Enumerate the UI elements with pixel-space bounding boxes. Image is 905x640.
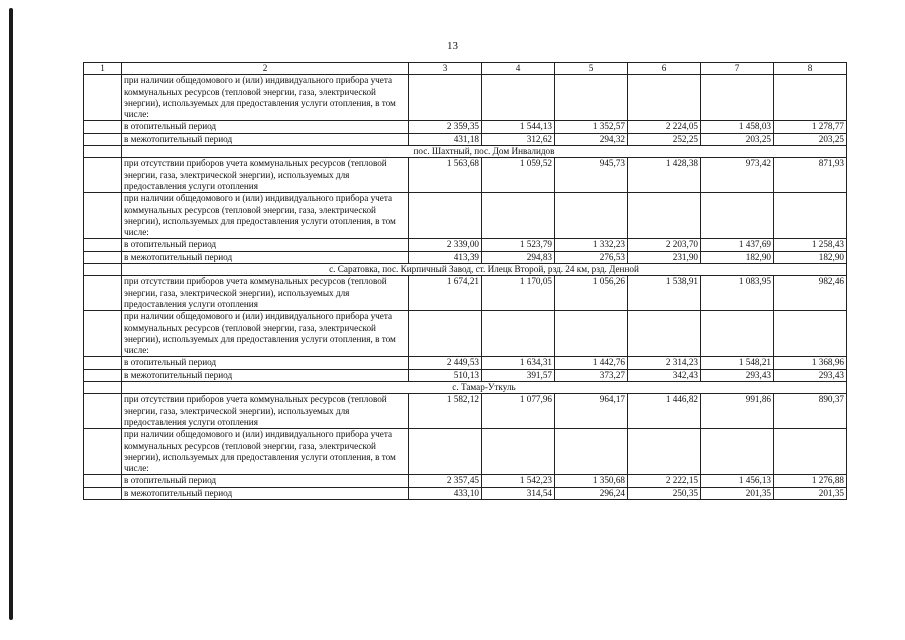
value-cell: 1 059,52 xyxy=(482,158,555,193)
row-index-cell xyxy=(84,429,122,475)
value-cell: 1 077,96 xyxy=(482,394,555,429)
value-cell xyxy=(555,75,628,121)
value-cell: 413,39 xyxy=(409,251,482,263)
page-number: 13 xyxy=(447,40,458,52)
value-cell: 973,42 xyxy=(701,158,774,193)
value-cell: 1 563,68 xyxy=(409,158,482,193)
value-cell: 1 538,91 xyxy=(628,276,701,311)
row-index-cell xyxy=(84,133,122,145)
value-cell xyxy=(701,311,774,357)
value-cell xyxy=(628,193,701,239)
row-index-cell xyxy=(84,311,122,357)
value-cell xyxy=(774,311,847,357)
value-cell xyxy=(482,75,555,121)
value-cell xyxy=(628,311,701,357)
value-cell: 2 449,53 xyxy=(409,357,482,369)
value-cell: 2 314,23 xyxy=(628,357,701,369)
value-cell: 276,53 xyxy=(555,251,628,263)
row-description: в межотопительный период xyxy=(122,487,409,499)
value-cell xyxy=(774,193,847,239)
row-description: при наличии общедомового и (или) индивидуального прибора учета коммунальных ресурсов (тепловой энергии, газа, электрической энергии), используемых для предоставления услуги отопления, в том числе: xyxy=(122,429,409,475)
value-cell: 964,17 xyxy=(555,394,628,429)
value-cell xyxy=(409,429,482,475)
value-cell: 182,90 xyxy=(701,251,774,263)
row-description: при наличии общедомового и (или) индивидуального прибора учета коммунальных ресурсов (тепловой энергии, газа, электрической энергии), используемых для предоставления услуги отопления, в том числе: xyxy=(122,193,409,239)
row-index-cell xyxy=(84,382,122,394)
value-cell: 391,57 xyxy=(482,369,555,381)
value-cell: 252,25 xyxy=(628,133,701,145)
header-cell: 2 xyxy=(122,63,409,75)
table-row xyxy=(84,158,847,193)
value-cell: 1 548,21 xyxy=(701,357,774,369)
value-cell xyxy=(555,429,628,475)
row-description: в отопительный период xyxy=(122,239,409,251)
row-index-cell xyxy=(84,239,122,251)
value-cell: 433,10 xyxy=(409,487,482,499)
header-cell: 6 xyxy=(628,63,701,75)
value-cell: 293,43 xyxy=(774,369,847,381)
row-index-cell xyxy=(84,369,122,381)
table-row xyxy=(84,475,847,487)
value-cell: 2 357,45 xyxy=(409,475,482,487)
value-cell: 1 634,31 xyxy=(482,357,555,369)
value-cell xyxy=(482,311,555,357)
header-row xyxy=(84,63,847,75)
locality-section-row xyxy=(84,146,847,158)
value-cell xyxy=(409,193,482,239)
value-cell: 431,18 xyxy=(409,133,482,145)
value-cell: 203,25 xyxy=(701,133,774,145)
value-cell: 293,43 xyxy=(701,369,774,381)
value-cell: 1 170,05 xyxy=(482,276,555,311)
table-row xyxy=(84,121,847,133)
row-description: при отсутствии приборов учета коммунальных ресурсов (тепловой энергии, газа, электрической энергии), используемых для предоставления услуги отопления xyxy=(122,394,409,429)
value-cell xyxy=(482,193,555,239)
value-cell: 342,43 xyxy=(628,369,701,381)
table-row xyxy=(84,357,847,369)
value-cell: 1 368,96 xyxy=(774,357,847,369)
row-description: при отсутствии приборов учета коммунальных ресурсов (тепловой энергии, газа, электрической энергии), используемых для предоставления услуги отопления xyxy=(122,276,409,311)
row-description: при наличии общедомового и (или) индивидуального прибора учета коммунальных ресурсов (тепловой энергии, газа, электрической энергии), используемых для предоставления услуги отопления, в том числе: xyxy=(122,311,409,357)
row-index-cell xyxy=(84,193,122,239)
value-cell xyxy=(482,429,555,475)
locality-section-row xyxy=(84,382,847,394)
value-cell xyxy=(774,75,847,121)
table-row xyxy=(84,429,847,475)
value-cell: 1 083,95 xyxy=(701,276,774,311)
value-cell: 1 458,03 xyxy=(701,121,774,133)
value-cell xyxy=(555,193,628,239)
value-cell: 890,37 xyxy=(774,394,847,429)
value-cell: 1 350,68 xyxy=(555,475,628,487)
tariff-table xyxy=(83,62,847,500)
row-index-cell xyxy=(84,487,122,499)
value-cell: 1 582,12 xyxy=(409,394,482,429)
value-cell xyxy=(774,429,847,475)
value-cell: 1 674,21 xyxy=(409,276,482,311)
table-row xyxy=(84,311,847,357)
locality-heading: с. Тамар-Уткуль xyxy=(122,382,847,394)
row-description: в отопительный период xyxy=(122,121,409,133)
value-cell: 2 359,35 xyxy=(409,121,482,133)
value-cell: 1 544,13 xyxy=(482,121,555,133)
value-cell: 1 442,76 xyxy=(555,357,628,369)
row-index-cell xyxy=(84,121,122,133)
row-description: при наличии общедомового и (или) индивидуального прибора учета коммунальных ресурсов (тепловой энергии, газа, электрической энергии), используемых для предоставления услуги отопления, в том числе: xyxy=(122,75,409,121)
header-cell: 1 xyxy=(84,63,122,75)
value-cell: 1 056,26 xyxy=(555,276,628,311)
locality-heading: пос. Шахтный, пос. Дом Инвалидов xyxy=(122,146,847,158)
value-cell: 2 203,70 xyxy=(628,239,701,251)
row-index-cell xyxy=(84,394,122,429)
row-description: в межотопительный период xyxy=(122,133,409,145)
table-row xyxy=(84,276,847,311)
table-row xyxy=(84,193,847,239)
value-cell: 871,93 xyxy=(774,158,847,193)
value-cell: 991,86 xyxy=(701,394,774,429)
row-description: в отопительный период xyxy=(122,357,409,369)
value-cell: 373,27 xyxy=(555,369,628,381)
value-cell: 1 437,69 xyxy=(701,239,774,251)
value-cell: 296,24 xyxy=(555,487,628,499)
table-row xyxy=(84,133,847,145)
value-cell: 203,25 xyxy=(774,133,847,145)
value-cell xyxy=(701,429,774,475)
value-cell: 1 276,88 xyxy=(774,475,847,487)
value-cell: 982,46 xyxy=(774,276,847,311)
value-cell: 1 523,79 xyxy=(482,239,555,251)
value-cell xyxy=(409,311,482,357)
row-index-cell xyxy=(84,158,122,193)
value-cell xyxy=(555,311,628,357)
row-index-cell xyxy=(84,475,122,487)
value-cell: 510,13 xyxy=(409,369,482,381)
value-cell: 1 542,23 xyxy=(482,475,555,487)
value-cell: 2 339,00 xyxy=(409,239,482,251)
table-row xyxy=(84,369,847,381)
table-row xyxy=(84,239,847,251)
value-cell: 201,35 xyxy=(701,487,774,499)
table-row xyxy=(84,394,847,429)
value-cell xyxy=(409,75,482,121)
row-index-cell xyxy=(84,251,122,263)
header-cell: 8 xyxy=(774,63,847,75)
value-cell: 314,54 xyxy=(482,487,555,499)
value-cell: 1 258,43 xyxy=(774,239,847,251)
value-cell: 1 446,82 xyxy=(628,394,701,429)
locality-heading: с. Саратовка, пос. Кирпичный Завод, ст. Илецк Второй, рзд. 24 км, рзд. Денной xyxy=(122,264,847,276)
row-index-cell xyxy=(84,276,122,311)
value-cell xyxy=(701,75,774,121)
tariff-table-body xyxy=(84,63,847,500)
table-row xyxy=(84,487,847,499)
value-cell xyxy=(628,75,701,121)
row-index-cell xyxy=(84,75,122,121)
table-row xyxy=(84,75,847,121)
header-cell: 4 xyxy=(482,63,555,75)
value-cell: 294,32 xyxy=(555,133,628,145)
value-cell: 945,73 xyxy=(555,158,628,193)
value-cell: 1 456,13 xyxy=(701,475,774,487)
value-cell: 1 352,57 xyxy=(555,121,628,133)
value-cell: 2 224,05 xyxy=(628,121,701,133)
value-cell: 2 222,15 xyxy=(628,475,701,487)
header-cell: 3 xyxy=(409,63,482,75)
row-index-cell xyxy=(84,357,122,369)
header-cell: 7 xyxy=(701,63,774,75)
value-cell: 231,90 xyxy=(628,251,701,263)
row-description: в межотопительный период xyxy=(122,251,409,263)
row-description: в межотопительный период xyxy=(122,369,409,381)
value-cell: 1 278,77 xyxy=(774,121,847,133)
row-index-cell xyxy=(84,264,122,276)
row-description: при отсутствии приборов учета коммунальных ресурсов (тепловой энергии, газа, электрической энергии), используемых для предоставления услуги отопления xyxy=(122,158,409,193)
value-cell: 201,35 xyxy=(774,487,847,499)
locality-section-row xyxy=(84,264,847,276)
scan-edge xyxy=(9,8,13,620)
value-cell: 312,62 xyxy=(482,133,555,145)
value-cell xyxy=(628,429,701,475)
header-cell: 5 xyxy=(555,63,628,75)
value-cell: 294,83 xyxy=(482,251,555,263)
value-cell: 250,35 xyxy=(628,487,701,499)
value-cell: 182,90 xyxy=(774,251,847,263)
table-row xyxy=(84,251,847,263)
row-index-cell xyxy=(84,146,122,158)
value-cell: 1 332,23 xyxy=(555,239,628,251)
row-description: в отопительный период xyxy=(122,475,409,487)
value-cell: 1 428,38 xyxy=(628,158,701,193)
value-cell xyxy=(701,193,774,239)
